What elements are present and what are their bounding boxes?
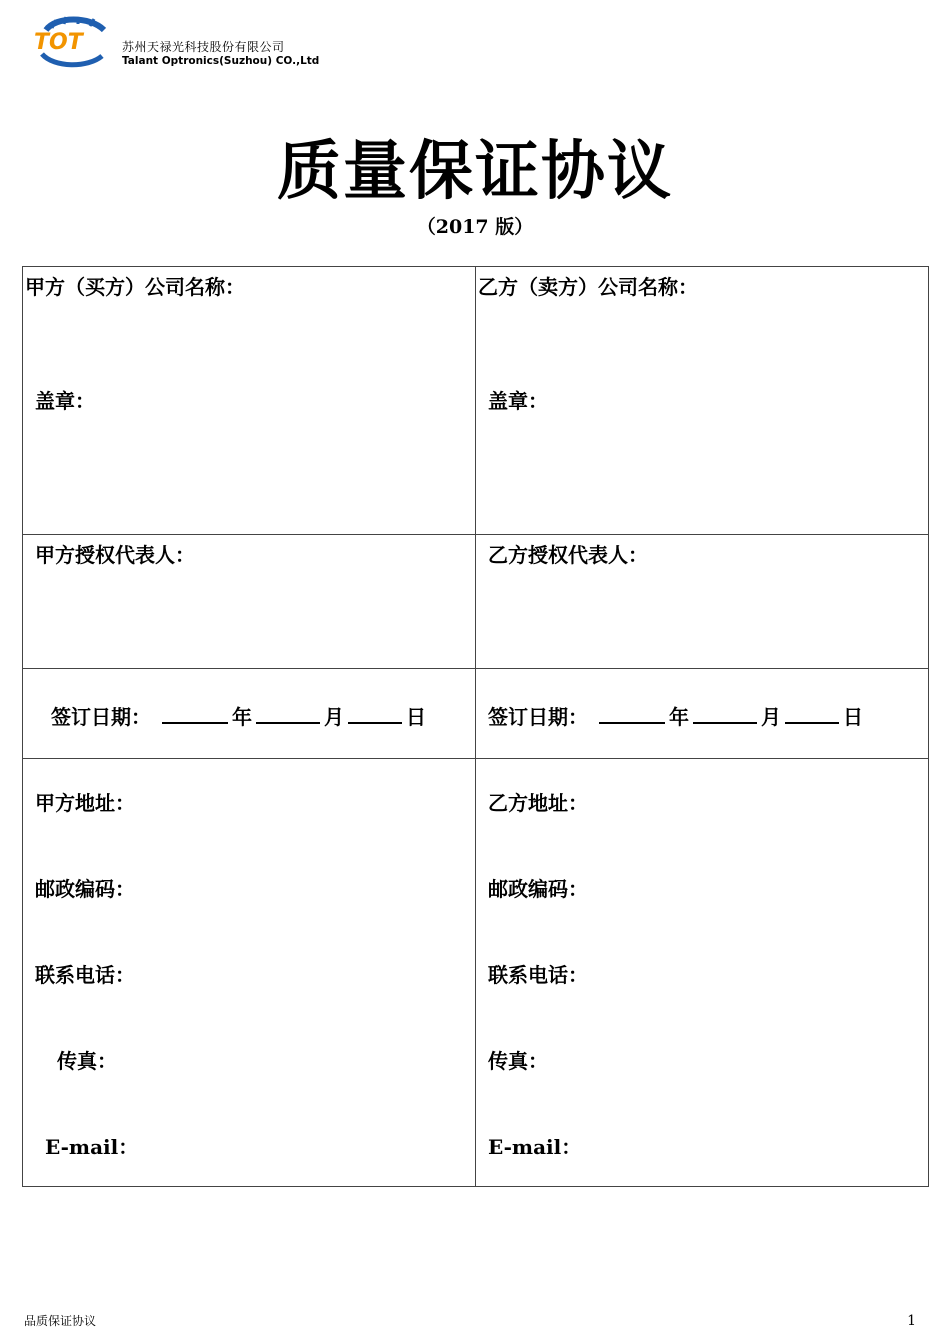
- party-a-month-label: 月: [323, 705, 344, 729]
- party-b-email-label: E-mail：: [488, 1135, 582, 1159]
- table-row-date: [23, 669, 929, 759]
- party-b-year-label: 年: [668, 705, 689, 729]
- cell-party-b-company: [476, 267, 929, 535]
- cell-party-a-contact: [23, 759, 476, 1187]
- logo-lettering: TOT: [34, 30, 83, 55]
- table-row-company: [23, 267, 929, 535]
- cell-party-b-date: [476, 669, 929, 759]
- cell-party-b-rep: [476, 535, 929, 669]
- party-a-postcode-label: 邮政编码：: [35, 877, 135, 901]
- party-b-company-label: 乙方（卖方）公司名称：: [478, 275, 698, 299]
- party-b-rep-label: 乙方授权代表人：: [488, 543, 648, 567]
- party-a-day-label: 日: [405, 705, 426, 729]
- party-a-year-blank[interactable]: [162, 704, 228, 724]
- party-b-month-label: 月: [760, 705, 781, 729]
- party-a-year-label: 年: [231, 705, 252, 729]
- party-a-company-label: 甲方（买方）公司名称：: [25, 275, 245, 299]
- cell-party-a-rep: [23, 535, 476, 669]
- party-b-fax-label: 传真：: [488, 1049, 548, 1073]
- document-title: 质量保证协议: [277, 135, 673, 209]
- party-b-day-label: 日: [842, 705, 863, 729]
- company-header: [32, 16, 392, 72]
- company-name-cn: 苏州天禄光科技股份有限公司: [122, 40, 285, 54]
- party-a-month-blank[interactable]: [256, 704, 320, 724]
- party-a-day-blank[interactable]: [348, 704, 402, 724]
- signature-table: [22, 266, 929, 1187]
- table-row-representative: [23, 535, 929, 669]
- party-a-email-label: E-mail：: [45, 1135, 139, 1159]
- party-b-date-line: [488, 701, 863, 730]
- cell-party-a-date: [23, 669, 476, 759]
- party-b-seal-label: 盖章：: [488, 389, 548, 413]
- party-a-date-line: [51, 701, 426, 730]
- party-b-postcode-label: 邮政编码：: [488, 877, 588, 901]
- party-b-day-blank[interactable]: [785, 704, 839, 724]
- document-version: （2017 版）: [416, 216, 534, 238]
- party-b-address-label: 乙方地址：: [488, 791, 588, 815]
- party-a-date-label: 签订日期：: [51, 705, 151, 729]
- party-a-fax-label: 传真：: [57, 1049, 117, 1073]
- cell-party-b-contact: [476, 759, 929, 1187]
- party-b-month-blank[interactable]: [693, 704, 757, 724]
- party-a-rep-label: 甲方授权代表人：: [35, 543, 195, 567]
- company-name-en: Talant Optronics(Suzhou) CO.,Ltd: [122, 55, 320, 67]
- company-logo: [32, 16, 112, 68]
- party-b-phone-label: 联系电话：: [488, 963, 588, 987]
- party-a-seal-label: 盖章：: [35, 389, 95, 413]
- party-b-year-blank[interactable]: [599, 704, 665, 724]
- party-a-address-label: 甲方地址：: [35, 791, 135, 815]
- party-b-date-label: 签订日期：: [488, 705, 588, 729]
- footer-doc-name: 品质保证协议: [24, 1314, 97, 1328]
- footer-page-number: 1: [907, 1313, 916, 1329]
- cell-party-a-company: [23, 267, 476, 535]
- table-row-contact: [23, 759, 929, 1187]
- party-a-phone-label: 联系电话：: [35, 963, 135, 987]
